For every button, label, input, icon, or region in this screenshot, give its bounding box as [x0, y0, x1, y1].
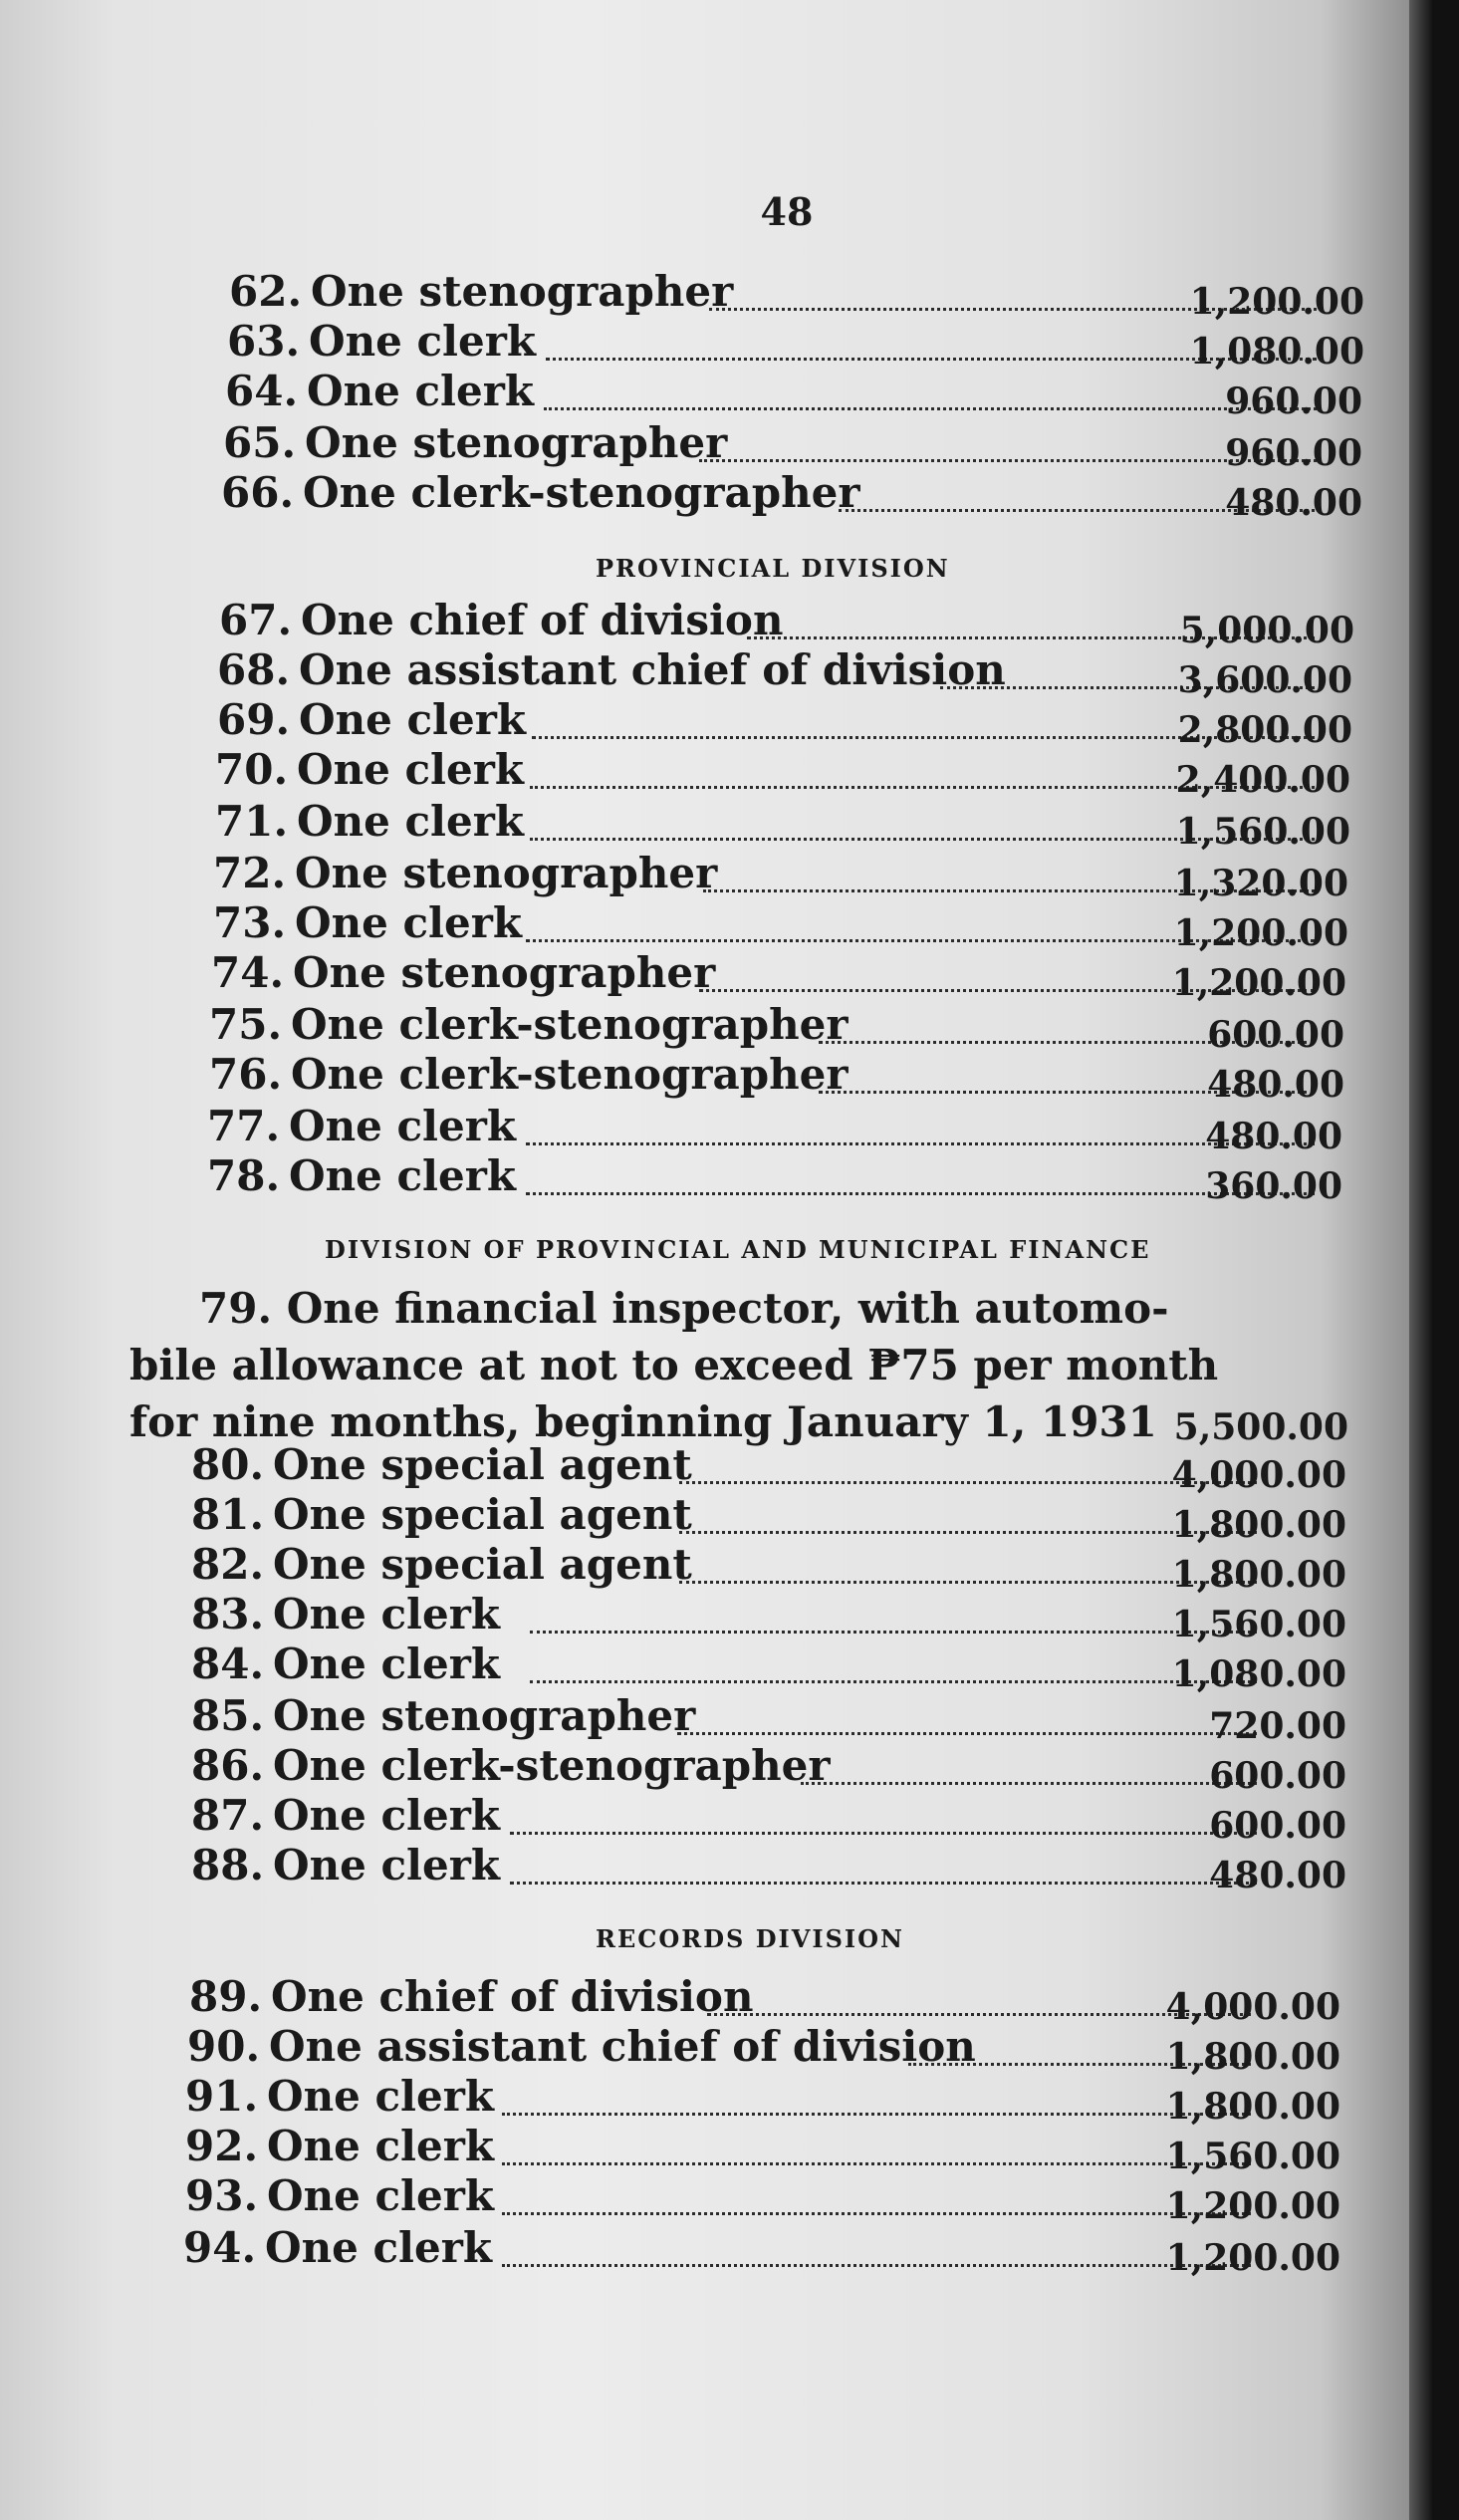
line-item: [209, 1000, 1374, 1056]
item-label: One stenographer: [305, 418, 728, 467]
item-amount: 1,200.00: [1165, 2237, 1340, 2279]
item-label: One clerk-stenographer: [273, 1741, 831, 1790]
item-amount: 2,400.00: [1175, 759, 1350, 801]
item-label: One clerk: [307, 367, 534, 415]
item-label: One clerk: [273, 1639, 500, 1688]
item-amount: 600.00: [1207, 1014, 1344, 1056]
item-amount: 1,200.00: [1165, 2185, 1340, 2227]
line-item: [185, 2122, 1340, 2177]
page-number: 48: [760, 189, 814, 234]
line-item: [185, 2171, 1340, 2227]
line-item: [221, 468, 1374, 524]
item-number: 93.: [185, 2171, 259, 2220]
item-label: One clerk: [297, 797, 524, 846]
line-item: [215, 745, 1374, 801]
item-amount: 1,200.00: [1189, 281, 1364, 323]
item-label: One clerk: [289, 1151, 516, 1200]
item-amount: 4,000.00: [1165, 1986, 1340, 2028]
item-amount: 1,200.00: [1171, 962, 1346, 1004]
item-number: 75.: [209, 1000, 283, 1049]
line-item: [219, 596, 1374, 651]
item-number: 94.: [183, 2223, 257, 2272]
item-label: One clerk-stenographer: [291, 1050, 849, 1099]
item-label: One stenographer: [273, 1691, 696, 1740]
dot-leader: [510, 1882, 1257, 1885]
item-amount: 960.00: [1225, 380, 1362, 422]
item-label: One stenographer: [311, 267, 734, 316]
dot-leader: [510, 1832, 1257, 1835]
item-number: 80.: [191, 1440, 265, 1489]
item-amount: 4,000.00: [1171, 1454, 1346, 1496]
line-item: [227, 317, 1374, 373]
section-heading-records: RECORDS DIVISION: [596, 1924, 904, 1953]
line-item: [209, 1050, 1374, 1106]
item-amount: 1,080.00: [1171, 1653, 1346, 1695]
item-amount: 2,800.00: [1177, 709, 1352, 751]
item-label: One clerk: [265, 2223, 492, 2272]
line-item: [191, 1841, 1346, 1896]
item-amount: 1,800.00: [1165, 2086, 1340, 2128]
section-heading-finance: DIVISION OF PROVINCIAL AND MUNICIPAL FINANCE: [325, 1235, 1151, 1264]
item-number: 92.: [185, 2122, 259, 2170]
item-number: 66.: [221, 468, 295, 517]
section-heading-provincial: PROVINCIAL DIVISION: [596, 554, 950, 583]
item-number: 87.: [191, 1791, 265, 1840]
item-label: One special agent: [273, 1440, 692, 1489]
item-label: One clerk: [299, 695, 526, 744]
item-number: 70.: [215, 745, 289, 794]
item-label: One chief of division: [301, 596, 784, 644]
item-number: 71.: [215, 797, 289, 846]
item-label: One clerk: [309, 317, 536, 366]
item-number: 83.: [191, 1590, 265, 1638]
item-79-line-3: for nine months, beginning January 1, 1931: [129, 1397, 1157, 1446]
item-label: One stenographer: [295, 849, 718, 897]
item-number: 74.: [211, 948, 285, 997]
item-amount: 3,600.00: [1177, 659, 1352, 701]
item-label: One clerk: [273, 1590, 500, 1638]
item-79-line-2: bile allowance at not to exceed ₱75 per month: [129, 1341, 1219, 1389]
line-item: [191, 1590, 1346, 1645]
item-amount: 600.00: [1209, 1755, 1346, 1797]
item-amount: 720.00: [1209, 1705, 1346, 1747]
line-item: [189, 1972, 1340, 2028]
line-item: [215, 797, 1374, 853]
dot-leader: [502, 2264, 1251, 2267]
item-amount: 480.00: [1209, 1855, 1346, 1896]
item-label: One clerk: [273, 1791, 500, 1840]
item-label: One chief of division: [271, 1972, 754, 2021]
item-number: 89.: [189, 1972, 263, 2021]
item-79-amount: 5,500.00: [1173, 1406, 1348, 1448]
item-label: One clerk: [295, 898, 522, 947]
item-label: One clerk: [273, 1841, 500, 1890]
item-number: 91.: [185, 2072, 259, 2121]
item-label: One special agent: [273, 1490, 692, 1539]
line-item: [185, 2072, 1340, 2128]
item-number: 77.: [207, 1102, 281, 1150]
line-item: [191, 1791, 1346, 1847]
line-item: [191, 1639, 1346, 1695]
dot-leader: [502, 2162, 1251, 2165]
item-number: 90.: [187, 2022, 261, 2071]
line-item: [191, 1540, 1346, 1596]
line-item: [211, 948, 1374, 1004]
item-amount: 480.00: [1207, 1064, 1344, 1106]
line-item: [217, 645, 1374, 701]
item-number: 86.: [191, 1741, 265, 1790]
line-item: [229, 267, 1374, 323]
item-number: 78.: [207, 1151, 281, 1200]
item-number: 62.: [229, 267, 303, 316]
item-number: 88.: [191, 1841, 265, 1890]
item-number: 64.: [225, 367, 299, 415]
item-label: One clerk-stenographer: [291, 1000, 849, 1049]
item-number: 76.: [209, 1050, 283, 1099]
item-number: 72.: [213, 849, 287, 897]
item-amount: 600.00: [1209, 1805, 1346, 1847]
line-item: [187, 2022, 1340, 2078]
item-amount: 1,560.00: [1165, 2136, 1340, 2177]
item-label: One clerk: [267, 2171, 494, 2220]
line-item: [213, 849, 1374, 904]
item-number: 82.: [191, 1540, 265, 1589]
line-item: [207, 1102, 1374, 1157]
item-number: 68.: [217, 645, 291, 694]
item-amount: 1,200.00: [1173, 912, 1348, 954]
item-label: One assistant chief of division: [269, 2022, 976, 2071]
item-label: One special agent: [273, 1540, 692, 1589]
item-number: 81.: [191, 1490, 265, 1539]
item-amount: 1,560.00: [1171, 1604, 1346, 1645]
item-number: 63.: [227, 317, 301, 366]
item-label: One clerk-stenographer: [303, 468, 860, 517]
item-amount: 1,080.00: [1189, 331, 1364, 373]
item-79-line-1: 79. One financial inspector, with automo-: [199, 1284, 1169, 1333]
item-number: 65.: [223, 418, 297, 467]
item-label: One clerk: [267, 2122, 494, 2170]
item-number: 73.: [213, 898, 287, 947]
item-amount: 1,800.00: [1171, 1504, 1346, 1546]
item-amount: 480.00: [1225, 482, 1362, 524]
dot-leader: [530, 1680, 1257, 1683]
item-amount: 1,800.00: [1165, 2036, 1340, 2078]
dot-leader: [502, 2212, 1251, 2215]
line-item: [191, 1691, 1346, 1747]
item-number: 67.: [219, 596, 293, 644]
item-label: One clerk: [267, 2072, 494, 2121]
line-item: [191, 1490, 1346, 1546]
line-item: [217, 695, 1374, 751]
item-label: One clerk: [289, 1102, 516, 1150]
item-amount: 1,800.00: [1171, 1554, 1346, 1596]
line-item: [191, 1741, 1346, 1797]
item-label: One stenographer: [293, 948, 716, 997]
line-item: [191, 1440, 1346, 1496]
line-item: [213, 898, 1374, 954]
item-amount: 360.00: [1205, 1165, 1342, 1207]
line-item: [207, 1151, 1374, 1207]
item-label: One assistant chief of division: [299, 645, 1006, 694]
item-amount: 5,000.00: [1179, 610, 1354, 651]
item-label: One clerk: [297, 745, 524, 794]
item-number: 85.: [191, 1691, 265, 1740]
item-number: 69.: [217, 695, 291, 744]
line-item: [225, 367, 1374, 422]
item-amount: 1,320.00: [1173, 863, 1348, 904]
line-item: [183, 2223, 1340, 2279]
item-number: 84.: [191, 1639, 265, 1688]
item-amount: 480.00: [1205, 1116, 1342, 1157]
dot-leader: [530, 1631, 1257, 1634]
item-amount: 960.00: [1225, 432, 1362, 474]
item-amount: 1,560.00: [1175, 811, 1350, 853]
dot-leader: [502, 2113, 1251, 2116]
line-item: [223, 418, 1374, 474]
